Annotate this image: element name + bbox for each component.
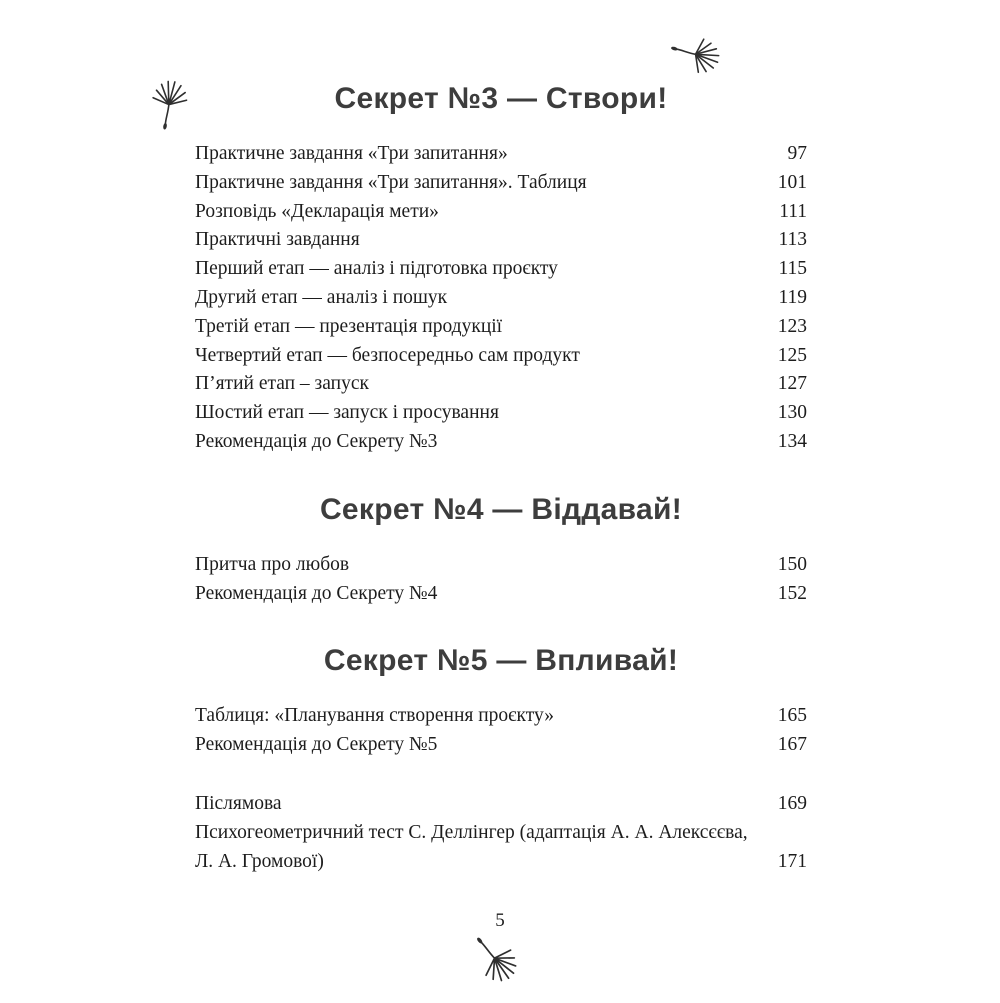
toc-entry-title: Перший етап — аналіз і підготовка проєкту (195, 258, 558, 280)
toc-entry-page: 167 (777, 734, 807, 756)
heading-secret-5: Секрет №5 — Впливай! (323, 644, 679, 678)
toc-entry-page: 125 (777, 344, 807, 366)
toc-section-closing (195, 790, 807, 876)
toc-entry-title: Третій етап — презентація продукції (195, 315, 503, 337)
toc-entry-title: Притча про любов (195, 553, 350, 575)
dandelion-seed-icon (461, 924, 536, 1002)
toc-entry (195, 702, 807, 731)
toc-entry-page: 169 (777, 792, 807, 814)
toc-entry (195, 140, 807, 169)
toc-entry (195, 551, 807, 580)
toc-entry-page: 127 (777, 373, 807, 395)
toc-entry (195, 342, 807, 371)
toc-entry-title: Рекомендація до Секрету №4 (195, 582, 438, 604)
toc-entry (195, 819, 807, 877)
toc-entry-page: 152 (777, 582, 807, 604)
dandelion-seed-icon (666, 28, 738, 83)
toc-entry (195, 226, 807, 255)
toc-entry-page: 134 (777, 430, 807, 452)
toc-entry-page: 119 (778, 286, 807, 308)
toc-entry-page: 101 (777, 171, 807, 193)
toc-entry (195, 313, 807, 342)
toc-section-secret-3 (195, 140, 807, 457)
toc-entry-page: 111 (779, 200, 807, 222)
toc-entry-title: Психогеометричний тест С. Деллінгер (адаптація А. А. Алексєєва, Л. А. Громової) (195, 821, 748, 872)
toc-entry-page: 97 (787, 143, 807, 164)
toc-entry (195, 580, 807, 609)
toc-entry-title: Практичні завдання (195, 229, 360, 251)
toc-entry-title: П’ятий етап – запуск (195, 373, 369, 395)
toc-entry (195, 399, 807, 428)
toc-entry-page: 113 (778, 229, 807, 251)
table-of-contents (195, 82, 807, 876)
toc-entry-page: 123 (777, 315, 807, 337)
toc-section-secret-5 (195, 702, 807, 760)
toc-entry-title: Четвертий етап — безпосередньо сам продукт (195, 344, 580, 366)
heading-secret-3: Секрет №3 — Створи! (334, 82, 668, 115)
toc-entry-page: 150 (777, 553, 807, 575)
toc-entry-title: Другий етап — аналіз і пошук (195, 286, 448, 308)
toc-section-secret-4 (195, 551, 807, 609)
toc-entry-title: Рекомендація до Секрету №3 (195, 430, 438, 452)
toc-entry (195, 731, 807, 760)
toc-entry-title: Післямова (195, 792, 282, 814)
toc-entry-page: 130 (777, 402, 807, 424)
toc-entry-page: 165 (777, 705, 807, 727)
toc-entry (195, 790, 807, 819)
toc-entry (195, 169, 807, 198)
toc-entry-page: 171 (777, 850, 807, 872)
toc-entry-title: Таблиця: «Планування створення проєкту» (195, 705, 554, 727)
page-number: 5 (495, 910, 505, 931)
toc-entry-title: Шостий етап — запуск і просування (195, 402, 499, 424)
toc-entry-title: Практичне завдання «Три запитання». Таблиця (195, 171, 587, 193)
toc-entry (195, 370, 807, 399)
toc-entry (195, 198, 807, 227)
toc-entry-page: 115 (778, 258, 807, 280)
toc-entry (195, 428, 807, 457)
heading-secret-4: Секрет №4 — Віддавай! (319, 492, 683, 526)
dandelion-seed-icon (145, 63, 196, 133)
toc-entry (195, 255, 807, 284)
toc-entry (195, 284, 807, 313)
toc-entry-title: Рекомендація до Секрету №5 (195, 734, 438, 756)
toc-entry-title: Розповідь «Декларація мети» (195, 200, 439, 222)
toc-entry-title: Практичне завдання «Три запитання» (195, 143, 508, 164)
